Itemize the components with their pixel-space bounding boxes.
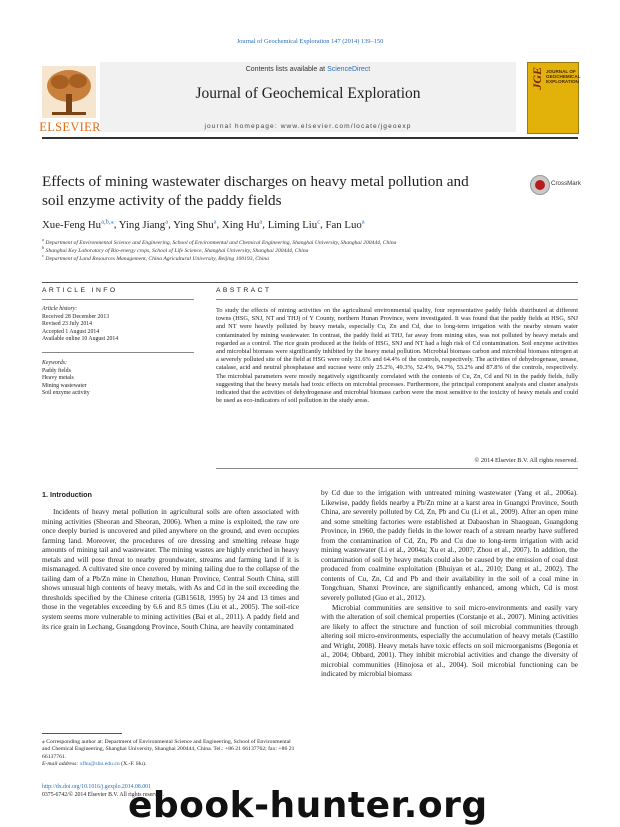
- issn-line: 0375-6742/© 2014 Elsevier B.V. All rights reserved.: [42, 791, 164, 798]
- info-divider: [42, 352, 194, 353]
- email-line: E-mail address: xfhu@shu.edu.cn (X.-F. Hu).: [42, 761, 147, 768]
- abstract-text: To study the effects of mining activities on the agricultural environmental quality, four representative paddy fields distributed at different towns (HSG, SNJ, NT and THJ) of Y County, northern Hunan Province, were investigated. It was found that the paddy fields at HSG, SNJ and NT were heavily polluted by heavy metals, especially Cu, Zn and Cd, due to long-term irrigation with the nearby stream water contaminated by mining wastewater. In contrast, the paddy field at THJ, far away from mining sites, was not polluted by heavy metals and regarded as a control. The rice grain produced at the fields of HSG, SNJ and NT had a high risk of Cd contamination. Soil enzyme activities and microbial biomass were significantly inhibited by the heavy metal pollution. Microbial biomass carbon and microbial biomass nitrogen at a severely polluted site of the field at HSG were only 31.6% and 64.4% of the controls, respectively. The activities of dehydrogenase, urease, catalase, acid and neutral phosphatase and sucrase were only 25.2%, 49.3%, 52.4%, 94.7%, 53.2% and 87.8% of the controls, respectively. The microbial parameters were mostly negatively significantly correlated with the contents of Cu, Zn, Cd and Ni in the paddy fields, fully suggesting that the heavy metals had toxic effects on microbial processes. Furthermore, the principal component analysis and cluster analysis indicated that the activities of dehydrogenase and microbial biomass carbon were the most sensitive to the toxicity of heavy metals and could be used as eco-indicators of soil pollution in the study areas.: [216, 307, 578, 405]
- keyword: Heavy metals: [42, 375, 74, 382]
- footnote-text: ⁎ Corresponding author at: Department of Environmental Science and Engineering, School of Environmental and Chemical Engineering, Shanghai University, Shanghai 200444, China. Tel.: +86 21 66137762; fax: +86 21 66137761.: [42, 739, 295, 760]
- cover-title: JOURNAL OF GEOCHEMICAL EXPLORATION: [546, 69, 581, 85]
- cover-abbr: JGE: [530, 67, 544, 90]
- keywords: [42, 360, 192, 398]
- author[interactable]: Liming Liu$^c$: [267, 218, 321, 231]
- publisher-logo-text: ELSEVIER: [39, 120, 101, 134]
- watermark: ebook-hunter.org: [128, 785, 488, 826]
- journal-cover: [527, 62, 579, 134]
- footnote-rule: [42, 733, 122, 734]
- crossmark-label: CrossMark: [551, 180, 581, 187]
- section-heading: 1. Introduction: [42, 490, 92, 499]
- history-item: Available online 10 August 2014: [42, 336, 119, 343]
- title-line-1: Effects of mining wastewater discharges on heavy metal pollution and: [42, 173, 469, 190]
- article-info-rule: [42, 299, 194, 300]
- abstract-bottom-rule: [216, 468, 578, 469]
- contents-line: [100, 66, 516, 73]
- keywords-label: Keywords:: [42, 360, 67, 366]
- abstract-rule: [216, 299, 578, 300]
- crossmark-icon: [530, 175, 550, 195]
- crossmark-button[interactable]: [530, 175, 580, 195]
- paragraph: Microbial communities are sensitive to soil micro-environments and easily vary with the alteration of soil chemical properties (Corstanje et al., 2007). Mining activities are likely to affect the structure and function of soil microbial communities through altering soil micro-environments, especially the accumulation of heavy metals (Castillo and Wright, 2008). Heavy metals have toxic effects on soil microorganisms (Begonia et al., 2004; Obbard, 2001). They inhibit microbial activities and change the diversity of microbial communities (Hinojosa et al., 2004). Soil microbial functioning can be indicated by microbial biomass: [321, 603, 578, 679]
- article-history: [42, 306, 192, 344]
- paragraph: by Cd due to the irrigation with untreated mining wastewater (Yang et al., 2006a). Likewise, paddy fields nearby a Pb/Zn mine at a karst area in Guangxi Province, South China, are severely polluted by Cd, Zn, Pb and Cu (Li et al., 2009). After an open mine and some smelting factories were established at Dabaoshan in Shaoguan, Guangdong Province, in 1960, the paddy fields in the lower reach of a stream nearby have suffered from the contamination of Cd, Zn, Pb and Cu due to long-term irrigation with acid mining wastewater (Li et al., 2004a; Xu et al., 2007; Zhou et al., 2007). In addition, the contamination of soil by heavy metals could also be caused by the emission of coal dust produced from coalmine exploitation (Bhuiyan et al., 2010; Dang et al., 2002). The contents of Cu, Zn, Cd and Pb and their availability in the soil of a coal mine in Tongchuan, Shanxi Province, are significantly enhanced, among which, Cd is most severely polluted (Guo et al., 2012).: [321, 489, 578, 603]
- corresponding-author-footnote: [42, 739, 299, 769]
- email-link[interactable]: xfhu@shu.edu.cn: [79, 761, 120, 768]
- history-item: Accepted 1 August 2014: [42, 328, 100, 335]
- history-item: Received 28 December 2013: [42, 313, 110, 320]
- body-column-left: [42, 508, 299, 632]
- header-rule: [42, 137, 578, 139]
- section-rule: [42, 282, 578, 283]
- author[interactable]: Fan Luo$^a$: [325, 218, 365, 231]
- journal-homepage[interactable]: journal homepage: www.elsevier.com/locate/jgeoexp: [204, 123, 412, 130]
- keyword: Paddy fields: [42, 367, 71, 374]
- history-item: Revised 23 July 2014: [42, 321, 93, 328]
- affiliation: $^b$ Shanghai Key Laboratory of Bio-energy crops, School of Life Science, Shanghai University, Shanghai 200444, China: [42, 245, 309, 254]
- doi-link[interactable]: http://dx.doi.org/10.1016/j.gexplo.2014.08.001: [42, 784, 151, 790]
- sciencedirect-link[interactable]: ScienceDirect: [327, 66, 371, 73]
- keyword: Soil enzyme activity: [42, 390, 90, 397]
- article-title: [42, 172, 502, 210]
- author[interactable]: Xing Hu$^a$: [221, 218, 263, 231]
- author[interactable]: Ying Shu$^a$: [173, 218, 217, 231]
- journal-title: Journal of Geochemical Exploration: [195, 85, 421, 102]
- author[interactable]: Xue-Feng $Hu^{a,b,⁎}$: [42, 218, 114, 231]
- running-header[interactable]: Journal of Geochemical Exploration 147 (2014) 139–150: [236, 38, 384, 45]
- history-label: Article history:: [42, 306, 78, 312]
- contents-prefix: Contents lists available at: [245, 66, 328, 73]
- author[interactable]: Ying Jiang$^a$: [118, 218, 169, 231]
- paragraph: Incidents of heavy metal pollution in agricultural soils are often associated with mining activities (Sheoran and Sheoran, 2006). When a mine is exploited, the raw ore once deeply buried is uncovered and piled anywhere on the ground, and even occupies farming land. Moreover, the procedures of ore dressing and smelting release huge amounts of mining tail and wastewater. The mining wastes are highly enriched in heavy metals and will pose threat to nearby groundwater, streams and farming land if it is mismanaged. A cultivated site once covered by mining tailing due to the collapse of the tailing dam of a Pb/Zn mine in Chenzhou, Hunan Province, Central South China, still shows unusual high contents of heavy metals, with As and Cd in the soil exceeding the thresholds specified by the Chinese criteria (GB15618, 1995) by 24 and 13 times and those in the vegetables exceeding by 6.6 and 8.5 times (Liu et al., 2005). The soil-rice system seems more vulnerable to mining activities (Bai et al., 2011). A paddy field and its rice grain in Lechang, Guangdong Province, South China, are heavily contaminated: [42, 508, 299, 631]
- affiliation: $^c$ Department of Land Resources Management, China Agricultural University, Beijing 100193, China: [42, 253, 269, 262]
- affiliation: $^a$ Department of Environmental Science and Engineering, School of Environmental and Chemical Engineering, Shanghai University, Shanghai 200444, China: [42, 237, 397, 246]
- author-list: Xue-Feng $Hu^{a,b,⁎}$, Ying Jiang$^a$, Ying Shu$^a$, Xing Hu$^a$, Liming Liu$^c$, Fan Luo$^a$: [42, 218, 365, 231]
- article-info-heading: ARTICLE INFO: [42, 287, 118, 294]
- copyright: © 2014 Elsevier B.V. All rights reserved.: [474, 457, 578, 464]
- keyword: Mining wastewater: [42, 382, 87, 389]
- body-column-right: [321, 489, 578, 680]
- title-line-2: soil enzyme activity of the paddy fields: [42, 192, 282, 209]
- abstract-heading: ABSTRACT: [216, 287, 272, 294]
